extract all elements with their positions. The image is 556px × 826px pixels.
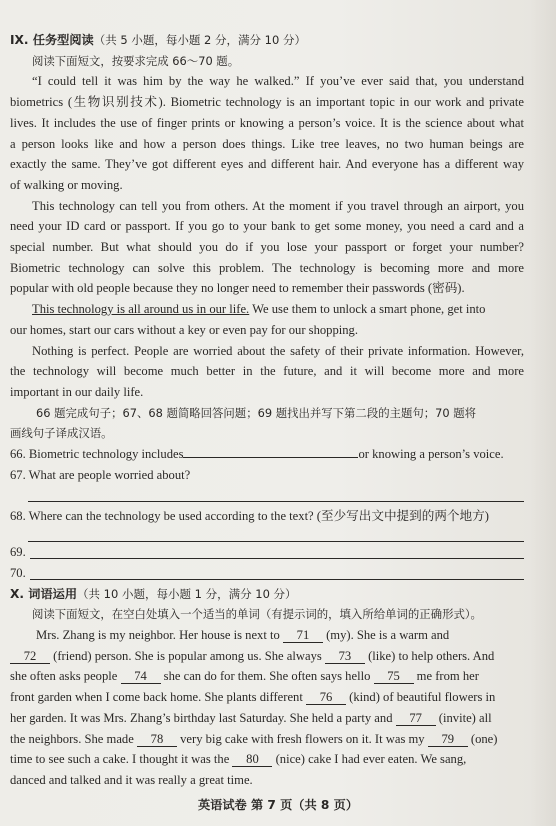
answer-line-69[interactable]	[30, 544, 524, 559]
question-67: 67. What are people worried about?	[10, 467, 191, 482]
answer-blank-66[interactable]	[183, 457, 358, 458]
answer-blank-74[interactable]: 74	[121, 669, 161, 684]
answer-blank-76[interactable]: 76	[306, 690, 346, 705]
passage-paragraph-1: “I could tell it was him by the way he walked.” If you’ve ever said that, you understand biometrics (生物识别技术). Biometric technology is an important topic in our work and private lives. It includes the use of finger prints or knowing a person’s voice. It is the science about what a person looks like and how a person does things. Like tree leaves, no two human beings are exactly the same. They’ve got different eyes and different hair. And everyone has a different way of walking or moving.	[10, 74, 524, 192]
underlined-sentence: This technology is all around us in our life.	[32, 302, 250, 317]
task-instruction: 66 题完成句子；67、68 题简略回答问题；69 题找出并写下第二段的主题句；70 题将 画线句子译成汉语。	[10, 405, 477, 441]
answer-line-67[interactable]	[28, 485, 524, 502]
question-68: 68. Where can the technology be used according to the text? (至少写出文中提到的两个地方)	[10, 509, 489, 524]
passage-paragraph-2: This technology can tell you from others. At the moment if you travel through an airport, you need your ID card or passport. If you go to your bank to get some money, you need a card and a special number. But what should you do if you lose your passport or forget your number? Biometric technology can solve this problem. The technology is becoming more and more popular with old people because they no longer need to remember their passwords (密码).	[10, 198, 524, 296]
section-10-heading: X. 词语运用（共 10 小题，每小题 1 分，满分 10 分）	[10, 586, 297, 601]
question-66: 66. Biometric technology includes or knowing a person’s voice.	[10, 447, 504, 462]
answer-blank-80[interactable]: 80	[232, 752, 272, 767]
answer-line-68[interactable]	[28, 527, 524, 542]
question-70: 70.	[10, 563, 524, 584]
answer-blank-75[interactable]: 75	[374, 669, 414, 684]
passage-paragraph-3: This technology is all around us in our life. We use them to unlock a smart phone, get into our homes, start our cars without a key or even pay for our shopping.	[10, 302, 486, 337]
page-footer: 英语试卷 第 7 页（共 8 页）	[197, 798, 359, 812]
answer-blank-71[interactable]: 71	[283, 628, 323, 643]
answer-blank-79[interactable]: 79	[428, 732, 468, 747]
answer-blank-77[interactable]: 77	[396, 711, 436, 726]
answer-blank-78[interactable]: 78	[137, 732, 177, 747]
answer-line-70[interactable]	[30, 565, 524, 580]
section-10-instruction: 阅读下面短文，在空白处填入一个适当的单词（有提示词的，填入所给单词的正确形式）。	[32, 607, 482, 622]
answer-blank-73[interactable]: 73	[325, 649, 365, 664]
answer-blank-72[interactable]: 72	[10, 649, 50, 664]
cloze-passage: Mrs. Zhang is my neighbor. Her house is next to 71 (my). She is a warm and 72 (friend) person. She is popular among us. She always 73 (like) to help others. And she often asks people 74 she can do for them. She often says hello 75 me from her front garden when I come back home. She plants different 76 (kind) of beautiful flowers in her garden. It was Mrs. Zhang’s birthday last Saturday. She held a party and 77 (invite) all the neighbors. She made 78 very big cake with fresh flowers on it. It was my 79 (one) time to see such a cake. I thought it was the 80 (nice) cake I had ever eaten. We sang, danced and talked and it was really a great time.	[10, 627, 498, 787]
page-edge-shadow	[530, 0, 556, 826]
question-69: 69.	[10, 542, 524, 563]
passage-paragraph-4: Nothing is perfect. People are worried about the safety of their private information. However, the technology will become much better in the future, and it will become more and more important in our daily life.	[10, 343, 524, 399]
section-9-instruction: 阅读下面短文，按要求完成 66～70 题。	[32, 53, 240, 68]
section-9-heading: IX. 任务型阅读（共 5 小题，每小题 2 分，满分 10 分）	[10, 33, 306, 47]
